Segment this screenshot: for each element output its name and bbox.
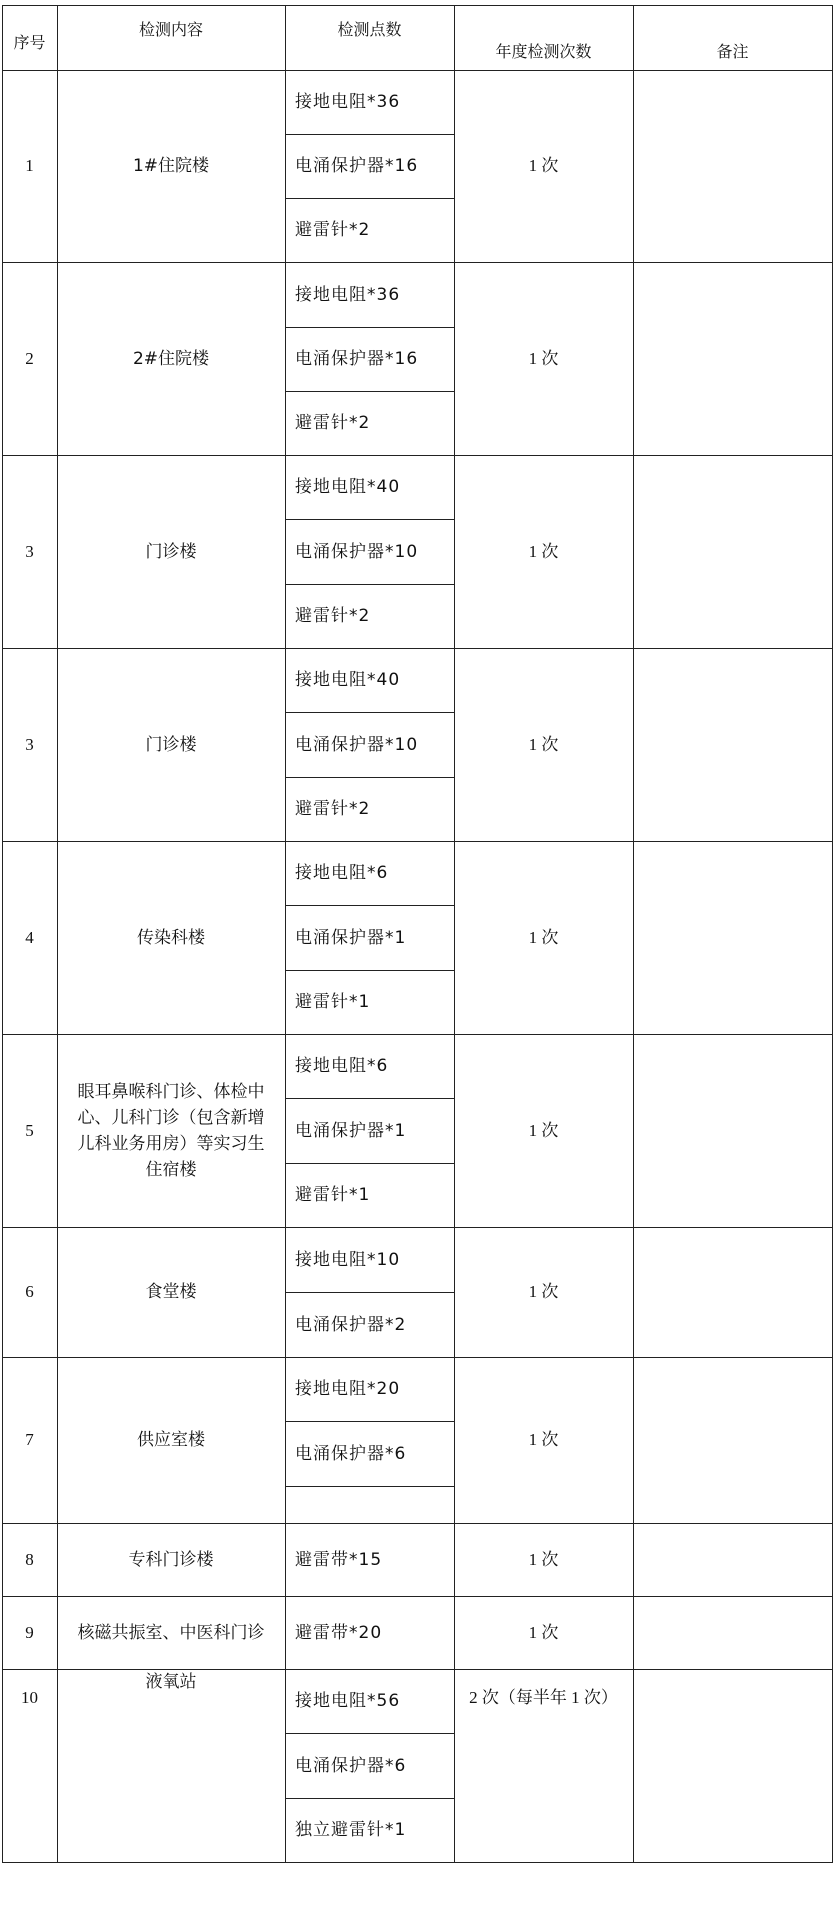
- table-rule-horizontal: [285, 970, 454, 971]
- table-rule-horizontal: [285, 1292, 454, 1293]
- row-remarks: [633, 841, 832, 1034]
- header-seq: 序号: [13, 32, 46, 52]
- row-seq: 7: [25, 1430, 34, 1449]
- row-remarks: [633, 648, 832, 841]
- table-rule-horizontal: [285, 134, 454, 135]
- point-item: 电涌保护器*1: [295, 927, 407, 948]
- row-name: 专科门诊楼: [128, 1549, 214, 1570]
- point-item: 电涌保护器*2: [295, 1314, 407, 1335]
- point-item: 避雷针*2: [295, 606, 371, 626]
- row-times: 1 次: [528, 541, 559, 561]
- point-item: 电涌保护器*10: [295, 541, 419, 562]
- table-rule-horizontal: [285, 327, 454, 328]
- row-seq: 2: [25, 348, 34, 368]
- table-rule-horizontal: [285, 1163, 454, 1164]
- table-rule-horizontal: [285, 584, 454, 585]
- row-seq: 6: [25, 1282, 34, 1301]
- table-rule-horizontal: [285, 905, 454, 906]
- table-rule-horizontal: [285, 1486, 454, 1487]
- header-remarks: 备注: [716, 42, 749, 61]
- point-item: 避雷针*1: [295, 1185, 371, 1205]
- row-name: 2#住院楼: [132, 348, 210, 369]
- row-remarks: [633, 262, 832, 455]
- row-seq: 1: [25, 156, 34, 175]
- table-rule-horizontal: [285, 519, 454, 520]
- row-remarks: [633, 1669, 832, 1862]
- point-item: 接地电阻*40: [295, 670, 401, 690]
- row-remarks: [633, 1596, 832, 1669]
- point-item: 电涌保护器*6: [295, 1443, 407, 1464]
- point-item: 接地电阻*56: [295, 1691, 401, 1711]
- point-item: 避雷针*2: [295, 220, 371, 240]
- table-rule-vertical: [454, 5, 455, 1862]
- table-rule-horizontal: [285, 1421, 454, 1422]
- row-seq: 8: [25, 1549, 34, 1569]
- row-name: 核磁共振室、中医科门诊: [77, 1622, 265, 1643]
- table-rule-vertical: [2, 5, 3, 1862]
- row-remarks: [633, 1523, 832, 1596]
- table-rule-vertical: [633, 5, 634, 1862]
- row-remarks: [633, 1034, 832, 1227]
- row-name: 食堂楼: [145, 1282, 197, 1302]
- row-seq: 10: [21, 1688, 38, 1707]
- point-item: 接地电阻*6: [295, 1056, 389, 1076]
- table-rule-horizontal: [285, 1798, 454, 1799]
- table-rule-horizontal: [285, 1733, 454, 1734]
- header-content: 检测内容: [138, 20, 203, 39]
- row-name: 传染科楼: [137, 927, 205, 948]
- point-item: 电涌保护器*16: [295, 349, 419, 369]
- point-item: 接地电阻*36: [295, 284, 401, 305]
- point-item: 电涌保护器*16: [295, 156, 419, 176]
- row-times: 1 次: [528, 1549, 559, 1569]
- table-rule-horizontal: [285, 198, 454, 199]
- row-name: 供应室楼: [137, 1430, 205, 1450]
- header-times: 年度检测次数: [495, 42, 592, 61]
- table-rule-horizontal: [2, 1862, 833, 1863]
- row-name: 液氧站: [145, 1672, 197, 1692]
- point-item: 避雷带*20: [295, 1622, 383, 1643]
- row-name: 眼耳鼻喉科门诊、体检中心、儿科门诊（包含新增儿科业务用房）等实习生住宿楼: [77, 1081, 265, 1180]
- row-seq: 5: [25, 1120, 34, 1140]
- point-item: 电涌保护器*10: [295, 734, 419, 755]
- point-item: 独立避雷针*1: [295, 1820, 407, 1840]
- table-rule-horizontal: [285, 777, 454, 778]
- row-seq: 3: [25, 734, 34, 754]
- row-seq: 9: [25, 1622, 34, 1642]
- row-name: 门诊楼: [145, 734, 197, 755]
- point-item: [285, 1486, 454, 1523]
- row-remarks: [633, 1227, 832, 1357]
- table-rule-horizontal: [285, 391, 454, 392]
- row-times: 1 次: [528, 156, 559, 175]
- row-remarks: [633, 70, 832, 262]
- point-item: 接地电阻*10: [295, 1249, 401, 1270]
- point-item: 避雷针*2: [295, 413, 371, 433]
- table-rule-vertical: [285, 5, 286, 1862]
- row-seq: 3: [25, 541, 34, 561]
- row-times: 1 次: [528, 348, 559, 368]
- row-times: 1 次: [528, 734, 559, 754]
- table-rule-horizontal: [285, 1098, 454, 1099]
- row-times: 1 次: [528, 1120, 559, 1140]
- row-times: 1 次: [528, 1430, 559, 1449]
- row-times: 2 次（每半年 1 次）: [469, 1688, 618, 1707]
- point-item: 接地电阻*40: [295, 477, 401, 497]
- row-times: 1 次: [528, 1282, 559, 1301]
- row-name: 门诊楼: [145, 541, 197, 562]
- table-rule-horizontal: [285, 712, 454, 713]
- row-name: 1#住院楼: [132, 156, 210, 176]
- table-rule-vertical: [57, 5, 58, 1862]
- row-remarks: [633, 1357, 832, 1523]
- point-item: 接地电阻*6: [295, 863, 389, 883]
- point-item: 避雷带*15: [295, 1549, 383, 1570]
- header-points: 检测点数: [337, 20, 402, 39]
- row-remarks: [633, 455, 832, 648]
- point-item: 避雷针*2: [295, 799, 371, 819]
- point-item: 电涌保护器*1: [295, 1120, 407, 1141]
- point-item: 避雷针*1: [295, 992, 371, 1012]
- row-seq: 4: [25, 927, 34, 947]
- row-times: 1 次: [528, 927, 559, 947]
- row-times: 1 次: [528, 1622, 559, 1642]
- point-item: 电涌保护器*6: [295, 1755, 407, 1776]
- point-item: 接地电阻*36: [295, 92, 401, 112]
- point-item: 接地电阻*20: [295, 1379, 401, 1399]
